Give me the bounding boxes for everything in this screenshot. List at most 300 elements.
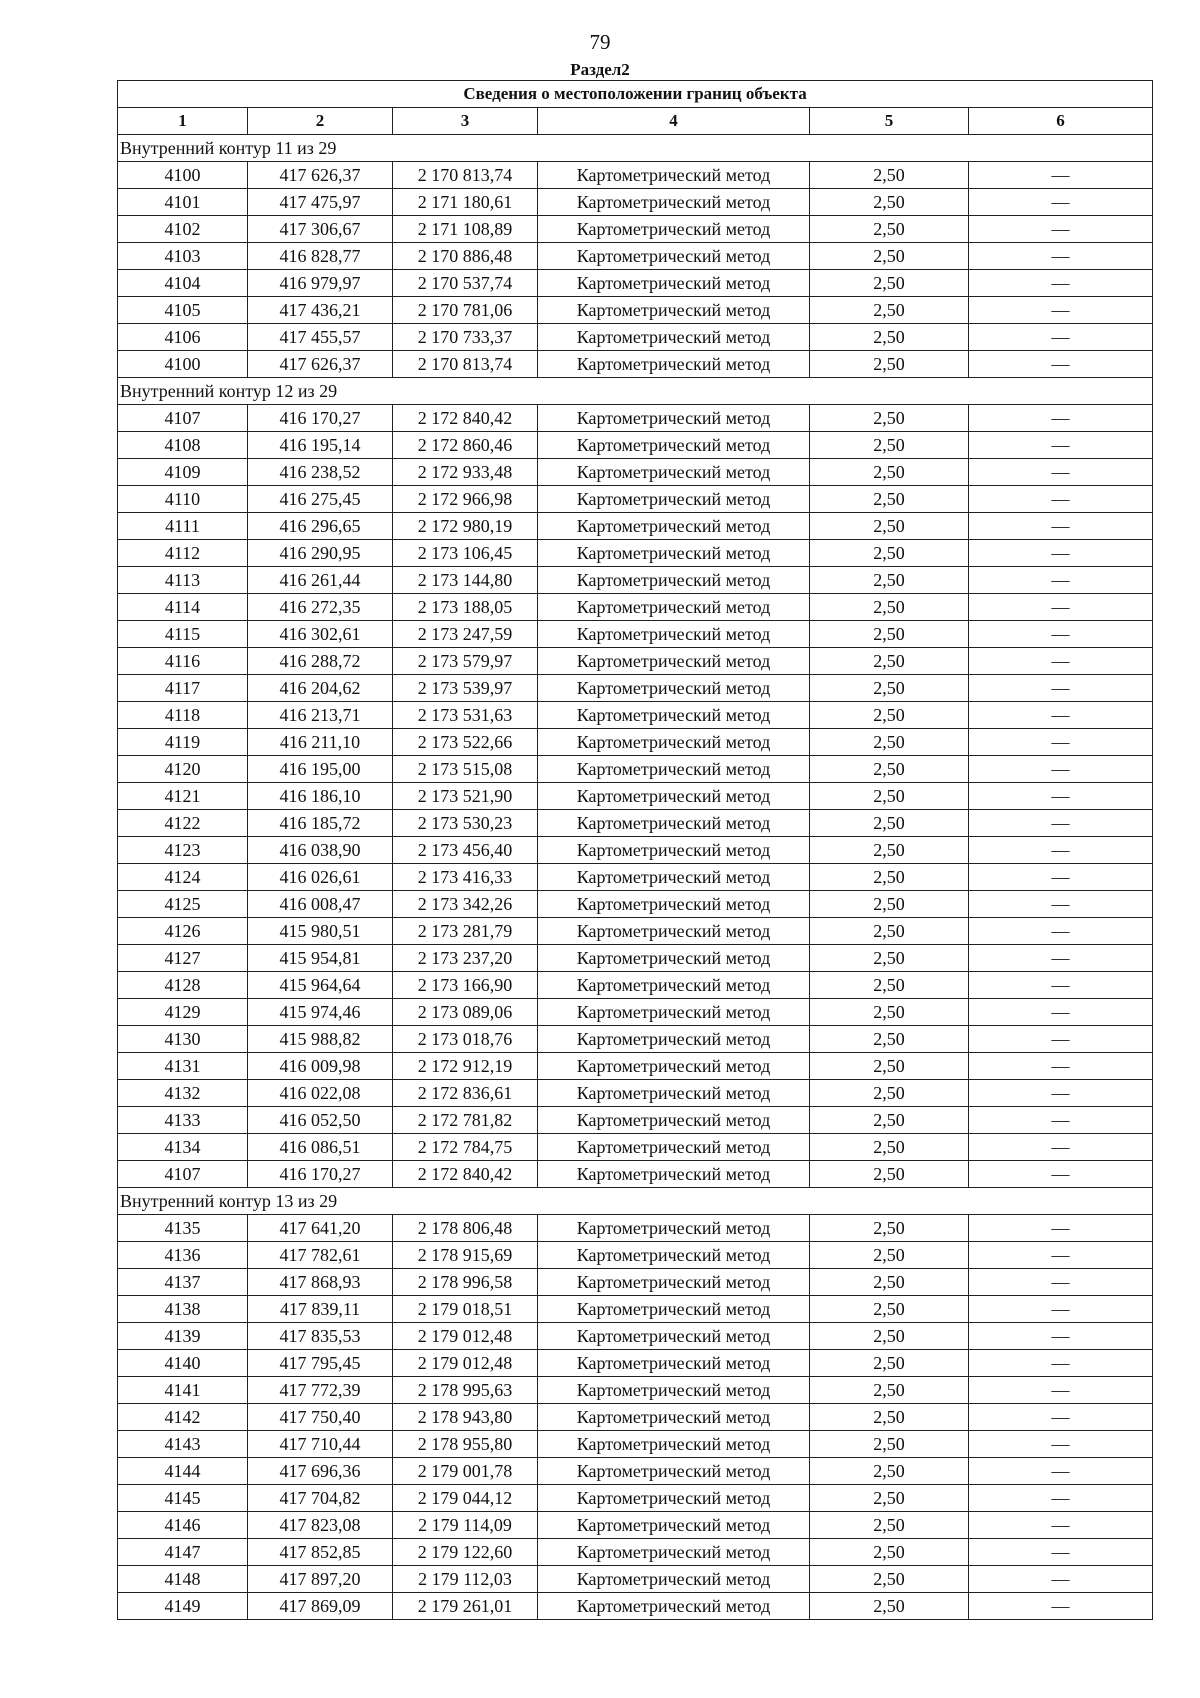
method-cell: Картометрический метод bbox=[538, 1296, 810, 1323]
x-coordinate-cell: 416 979,97 bbox=[248, 270, 393, 297]
table-row bbox=[118, 945, 1153, 972]
column-header: 4 bbox=[538, 108, 810, 135]
method-cell: Картометрический метод bbox=[538, 810, 810, 837]
point-number-cell: 4130 bbox=[118, 1026, 248, 1053]
x-coordinate-cell: 416 022,08 bbox=[248, 1080, 393, 1107]
point-number-cell: 4110 bbox=[118, 486, 248, 513]
point-number-cell: 4101 bbox=[118, 189, 248, 216]
accuracy-cell: 2,50 bbox=[810, 162, 969, 189]
accuracy-cell: 2,50 bbox=[810, 675, 969, 702]
point-number-cell: 4144 bbox=[118, 1458, 248, 1485]
x-coordinate-cell: 417 772,39 bbox=[248, 1377, 393, 1404]
point-number-cell: 4132 bbox=[118, 1080, 248, 1107]
description-cell: — bbox=[969, 1215, 1153, 1242]
accuracy-cell: 2,50 bbox=[810, 243, 969, 270]
contour-group-title: Внутренний контур 12 из 29 bbox=[118, 378, 1153, 405]
y-coordinate-cell: 2 172 784,75 bbox=[393, 1134, 538, 1161]
table-row bbox=[118, 1242, 1153, 1269]
y-coordinate-cell: 2 173 539,97 bbox=[393, 675, 538, 702]
table-row bbox=[118, 1323, 1153, 1350]
point-number-cell: 4102 bbox=[118, 216, 248, 243]
method-cell: Картометрический метод bbox=[538, 918, 810, 945]
y-coordinate-cell: 2 172 966,98 bbox=[393, 486, 538, 513]
method-cell: Картометрический метод bbox=[538, 1107, 810, 1134]
x-coordinate-cell: 416 211,10 bbox=[248, 729, 393, 756]
method-cell: Картометрический метод bbox=[538, 648, 810, 675]
description-cell: — bbox=[969, 594, 1153, 621]
accuracy-cell: 2,50 bbox=[810, 1593, 969, 1620]
table-row bbox=[118, 1026, 1153, 1053]
x-coordinate-cell: 415 980,51 bbox=[248, 918, 393, 945]
x-coordinate-cell: 416 828,77 bbox=[248, 243, 393, 270]
point-number-cell: 4100 bbox=[118, 351, 248, 378]
boundary-coordinates-table bbox=[117, 80, 1153, 1620]
accuracy-cell: 2,50 bbox=[810, 1161, 969, 1188]
table-row bbox=[118, 864, 1153, 891]
x-coordinate-cell: 416 170,27 bbox=[248, 1161, 393, 1188]
point-number-cell: 4139 bbox=[118, 1323, 248, 1350]
x-coordinate-cell: 415 964,64 bbox=[248, 972, 393, 999]
point-number-cell: 4127 bbox=[118, 945, 248, 972]
y-coordinate-cell: 2 173 416,33 bbox=[393, 864, 538, 891]
x-coordinate-cell: 416 008,47 bbox=[248, 891, 393, 918]
table-row bbox=[118, 594, 1153, 621]
point-number-cell: 4109 bbox=[118, 459, 248, 486]
table-row bbox=[118, 1512, 1153, 1539]
section-title: Раздел2 bbox=[570, 60, 630, 79]
accuracy-cell: 2,50 bbox=[810, 1215, 969, 1242]
method-cell: Картометрический метод bbox=[538, 432, 810, 459]
description-cell: — bbox=[969, 864, 1153, 891]
y-coordinate-cell: 2 179 261,01 bbox=[393, 1593, 538, 1620]
column-number-row bbox=[118, 108, 1153, 135]
table-body bbox=[118, 135, 1153, 1620]
y-coordinate-cell: 2 173 342,26 bbox=[393, 891, 538, 918]
description-cell: — bbox=[969, 999, 1153, 1026]
point-number-cell: 4116 bbox=[118, 648, 248, 675]
method-cell: Картометрический метод bbox=[538, 1593, 810, 1620]
x-coordinate-cell: 417 306,67 bbox=[248, 216, 393, 243]
accuracy-cell: 2,50 bbox=[810, 189, 969, 216]
method-cell: Картометрический метод bbox=[538, 945, 810, 972]
accuracy-cell: 2,50 bbox=[810, 405, 969, 432]
y-coordinate-cell: 2 173 456,40 bbox=[393, 837, 538, 864]
y-coordinate-cell: 2 172 980,19 bbox=[393, 513, 538, 540]
accuracy-cell: 2,50 bbox=[810, 1566, 969, 1593]
method-cell: Картометрический метод bbox=[538, 162, 810, 189]
description-cell: — bbox=[969, 513, 1153, 540]
table-row bbox=[118, 729, 1153, 756]
method-cell: Картометрический метод bbox=[538, 729, 810, 756]
accuracy-cell: 2,50 bbox=[810, 216, 969, 243]
table-row bbox=[118, 972, 1153, 999]
x-coordinate-cell: 416 195,14 bbox=[248, 432, 393, 459]
x-coordinate-cell: 416 038,90 bbox=[248, 837, 393, 864]
y-coordinate-cell: 2 172 781,82 bbox=[393, 1107, 538, 1134]
y-coordinate-cell: 2 173 515,08 bbox=[393, 756, 538, 783]
table-row bbox=[118, 837, 1153, 864]
method-cell: Картометрический метод bbox=[538, 1539, 810, 1566]
description-cell: — bbox=[969, 324, 1153, 351]
accuracy-cell: 2,50 bbox=[810, 1269, 969, 1296]
accuracy-cell: 2,50 bbox=[810, 729, 969, 756]
description-cell: — bbox=[969, 1080, 1153, 1107]
x-coordinate-cell: 417 897,20 bbox=[248, 1566, 393, 1593]
description-cell: — bbox=[969, 648, 1153, 675]
description-cell: — bbox=[969, 621, 1153, 648]
table-row bbox=[118, 1215, 1153, 1242]
point-number-cell: 4114 bbox=[118, 594, 248, 621]
point-number-cell: 4134 bbox=[118, 1134, 248, 1161]
column-header: 1 bbox=[118, 108, 248, 135]
point-number-cell: 4103 bbox=[118, 243, 248, 270]
method-cell: Картометрический метод bbox=[538, 189, 810, 216]
point-number-cell: 4108 bbox=[118, 432, 248, 459]
accuracy-cell: 2,50 bbox=[810, 972, 969, 999]
y-coordinate-cell: 2 178 943,80 bbox=[393, 1404, 538, 1431]
method-cell: Картометрический метод bbox=[538, 1431, 810, 1458]
description-cell: — bbox=[969, 1485, 1153, 1512]
table-row bbox=[118, 162, 1153, 189]
description-cell: — bbox=[969, 1107, 1153, 1134]
y-coordinate-cell: 2 179 012,48 bbox=[393, 1350, 538, 1377]
description-cell: — bbox=[969, 1377, 1153, 1404]
description-cell: — bbox=[969, 1296, 1153, 1323]
description-cell: — bbox=[969, 918, 1153, 945]
x-coordinate-cell: 416 009,98 bbox=[248, 1053, 393, 1080]
accuracy-cell: 2,50 bbox=[810, 1512, 969, 1539]
description-cell: — bbox=[969, 1134, 1153, 1161]
point-number-cell: 4143 bbox=[118, 1431, 248, 1458]
method-cell: Картометрический метод bbox=[538, 243, 810, 270]
description-cell: — bbox=[969, 270, 1153, 297]
contour-group-row bbox=[118, 1188, 1153, 1215]
method-cell: Картометрический метод bbox=[538, 1458, 810, 1485]
y-coordinate-cell: 2 179 044,12 bbox=[393, 1485, 538, 1512]
y-coordinate-cell: 2 170 886,48 bbox=[393, 243, 538, 270]
x-coordinate-cell: 417 795,45 bbox=[248, 1350, 393, 1377]
method-cell: Картометрический метод bbox=[538, 621, 810, 648]
description-cell: — bbox=[969, 351, 1153, 378]
y-coordinate-cell: 2 173 106,45 bbox=[393, 540, 538, 567]
column-header: 6 bbox=[969, 108, 1153, 135]
point-number-cell: 4141 bbox=[118, 1377, 248, 1404]
y-coordinate-cell: 2 171 108,89 bbox=[393, 216, 538, 243]
description-cell: — bbox=[969, 189, 1153, 216]
table-row bbox=[118, 1404, 1153, 1431]
description-cell: — bbox=[969, 1539, 1153, 1566]
description-cell: — bbox=[969, 1566, 1153, 1593]
description-cell: — bbox=[969, 1404, 1153, 1431]
x-coordinate-cell: 416 052,50 bbox=[248, 1107, 393, 1134]
accuracy-cell: 2,50 bbox=[810, 837, 969, 864]
y-coordinate-cell: 2 170 733,37 bbox=[393, 324, 538, 351]
y-coordinate-cell: 2 170 813,74 bbox=[393, 351, 538, 378]
x-coordinate-cell: 417 852,85 bbox=[248, 1539, 393, 1566]
point-number-cell: 4111 bbox=[118, 513, 248, 540]
description-cell: — bbox=[969, 432, 1153, 459]
accuracy-cell: 2,50 bbox=[810, 621, 969, 648]
table-row bbox=[118, 783, 1153, 810]
table-row bbox=[118, 270, 1153, 297]
table-row bbox=[118, 1107, 1153, 1134]
method-cell: Картометрический метод bbox=[538, 216, 810, 243]
accuracy-cell: 2,50 bbox=[810, 1242, 969, 1269]
x-coordinate-cell: 416 204,62 bbox=[248, 675, 393, 702]
table-row bbox=[118, 1269, 1153, 1296]
method-cell: Картометрический метод bbox=[538, 891, 810, 918]
point-number-cell: 4123 bbox=[118, 837, 248, 864]
table-row bbox=[118, 540, 1153, 567]
point-number-cell: 4124 bbox=[118, 864, 248, 891]
accuracy-cell: 2,50 bbox=[810, 1539, 969, 1566]
description-cell: — bbox=[969, 756, 1153, 783]
description-cell: — bbox=[969, 891, 1153, 918]
point-number-cell: 4112 bbox=[118, 540, 248, 567]
table-row bbox=[118, 918, 1153, 945]
description-cell: — bbox=[969, 405, 1153, 432]
y-coordinate-cell: 2 173 522,66 bbox=[393, 729, 538, 756]
description-cell: — bbox=[969, 1026, 1153, 1053]
y-coordinate-cell: 2 179 001,78 bbox=[393, 1458, 538, 1485]
table-row bbox=[118, 1053, 1153, 1080]
description-cell: — bbox=[969, 972, 1153, 999]
y-coordinate-cell: 2 172 933,48 bbox=[393, 459, 538, 486]
table-row bbox=[118, 324, 1153, 351]
point-number-cell: 4136 bbox=[118, 1242, 248, 1269]
description-cell: — bbox=[969, 1323, 1153, 1350]
y-coordinate-cell: 2 170 537,74 bbox=[393, 270, 538, 297]
table-row bbox=[118, 621, 1153, 648]
point-number-cell: 4137 bbox=[118, 1269, 248, 1296]
x-coordinate-cell: 416 170,27 bbox=[248, 405, 393, 432]
accuracy-cell: 2,50 bbox=[810, 270, 969, 297]
method-cell: Картометрический метод bbox=[538, 1512, 810, 1539]
method-cell: Картометрический метод bbox=[538, 756, 810, 783]
description-cell: — bbox=[969, 783, 1153, 810]
table-row bbox=[118, 189, 1153, 216]
x-coordinate-cell: 416 296,65 bbox=[248, 513, 393, 540]
x-coordinate-cell: 417 782,61 bbox=[248, 1242, 393, 1269]
table-row bbox=[118, 1377, 1153, 1404]
table-caption-row bbox=[118, 81, 1153, 108]
y-coordinate-cell: 2 173 521,90 bbox=[393, 783, 538, 810]
accuracy-cell: 2,50 bbox=[810, 540, 969, 567]
method-cell: Картометрический метод bbox=[538, 1350, 810, 1377]
accuracy-cell: 2,50 bbox=[810, 1377, 969, 1404]
table-row bbox=[118, 999, 1153, 1026]
description-cell: — bbox=[969, 837, 1153, 864]
table-row bbox=[118, 1539, 1153, 1566]
method-cell: Картометрический метод bbox=[538, 1134, 810, 1161]
point-number-cell: 4125 bbox=[118, 891, 248, 918]
x-coordinate-cell: 417 455,57 bbox=[248, 324, 393, 351]
accuracy-cell: 2,50 bbox=[810, 1458, 969, 1485]
x-coordinate-cell: 416 290,95 bbox=[248, 540, 393, 567]
point-number-cell: 4149 bbox=[118, 1593, 248, 1620]
description-cell: — bbox=[969, 810, 1153, 837]
table-row bbox=[118, 513, 1153, 540]
method-cell: Картометрический метод bbox=[538, 1404, 810, 1431]
table-row bbox=[118, 1161, 1153, 1188]
point-number-cell: 4147 bbox=[118, 1539, 248, 1566]
point-number-cell: 4142 bbox=[118, 1404, 248, 1431]
method-cell: Картометрический метод bbox=[538, 486, 810, 513]
method-cell: Картометрический метод bbox=[538, 1485, 810, 1512]
table-caption: Сведения о местоположении границ объекта bbox=[118, 81, 1153, 108]
method-cell: Картометрический метод bbox=[538, 999, 810, 1026]
y-coordinate-cell: 2 178 806,48 bbox=[393, 1215, 538, 1242]
y-coordinate-cell: 2 170 781,06 bbox=[393, 297, 538, 324]
description-cell: — bbox=[969, 1512, 1153, 1539]
accuracy-cell: 2,50 bbox=[810, 864, 969, 891]
description-cell: — bbox=[969, 540, 1153, 567]
table-row bbox=[118, 1080, 1153, 1107]
method-cell: Картометрический метод bbox=[538, 675, 810, 702]
method-cell: Картометрический метод bbox=[538, 594, 810, 621]
method-cell: Картометрический метод bbox=[538, 972, 810, 999]
x-coordinate-cell: 416 302,61 bbox=[248, 621, 393, 648]
table-row bbox=[118, 756, 1153, 783]
table-row bbox=[118, 648, 1153, 675]
point-number-cell: 4121 bbox=[118, 783, 248, 810]
accuracy-cell: 2,50 bbox=[810, 1053, 969, 1080]
description-cell: — bbox=[969, 216, 1153, 243]
x-coordinate-cell: 416 272,35 bbox=[248, 594, 393, 621]
x-coordinate-cell: 416 238,52 bbox=[248, 459, 393, 486]
x-coordinate-cell: 417 710,44 bbox=[248, 1431, 393, 1458]
column-header: 5 bbox=[810, 108, 969, 135]
accuracy-cell: 2,50 bbox=[810, 999, 969, 1026]
table-row bbox=[118, 675, 1153, 702]
point-number-cell: 4113 bbox=[118, 567, 248, 594]
y-coordinate-cell: 2 171 180,61 bbox=[393, 189, 538, 216]
contour-group-row bbox=[118, 135, 1153, 162]
method-cell: Картометрический метод bbox=[538, 837, 810, 864]
method-cell: Картометрический метод bbox=[538, 513, 810, 540]
y-coordinate-cell: 2 178 995,63 bbox=[393, 1377, 538, 1404]
description-cell: — bbox=[969, 1431, 1153, 1458]
x-coordinate-cell: 417 869,09 bbox=[248, 1593, 393, 1620]
method-cell: Картометрический метод bbox=[538, 540, 810, 567]
method-cell: Картометрический метод bbox=[538, 1242, 810, 1269]
method-cell: Картометрический метод bbox=[538, 783, 810, 810]
y-coordinate-cell: 2 173 531,63 bbox=[393, 702, 538, 729]
y-coordinate-cell: 2 173 281,79 bbox=[393, 918, 538, 945]
table-row bbox=[118, 1593, 1153, 1620]
point-number-cell: 4146 bbox=[118, 1512, 248, 1539]
description-cell: — bbox=[969, 675, 1153, 702]
point-number-cell: 4145 bbox=[118, 1485, 248, 1512]
table-row bbox=[118, 297, 1153, 324]
accuracy-cell: 2,50 bbox=[810, 513, 969, 540]
x-coordinate-cell: 415 954,81 bbox=[248, 945, 393, 972]
y-coordinate-cell: 2 179 114,09 bbox=[393, 1512, 538, 1539]
method-cell: Картометрический метод bbox=[538, 1026, 810, 1053]
x-coordinate-cell: 416 213,71 bbox=[248, 702, 393, 729]
point-number-cell: 4115 bbox=[118, 621, 248, 648]
y-coordinate-cell: 2 173 530,23 bbox=[393, 810, 538, 837]
point-number-cell: 4118 bbox=[118, 702, 248, 729]
column-header: 2 bbox=[248, 108, 393, 135]
accuracy-cell: 2,50 bbox=[810, 1026, 969, 1053]
y-coordinate-cell: 2 172 840,42 bbox=[393, 1161, 538, 1188]
accuracy-cell: 2,50 bbox=[810, 1134, 969, 1161]
table-row bbox=[118, 1350, 1153, 1377]
accuracy-cell: 2,50 bbox=[810, 1107, 969, 1134]
point-number-cell: 4126 bbox=[118, 918, 248, 945]
point-number-cell: 4129 bbox=[118, 999, 248, 1026]
accuracy-cell: 2,50 bbox=[810, 351, 969, 378]
x-coordinate-cell: 417 835,53 bbox=[248, 1323, 393, 1350]
table-row bbox=[118, 891, 1153, 918]
y-coordinate-cell: 2 179 012,48 bbox=[393, 1323, 538, 1350]
description-cell: — bbox=[969, 1593, 1153, 1620]
y-coordinate-cell: 2 173 166,90 bbox=[393, 972, 538, 999]
accuracy-cell: 2,50 bbox=[810, 702, 969, 729]
method-cell: Картометрический метод bbox=[538, 459, 810, 486]
y-coordinate-cell: 2 170 813,74 bbox=[393, 162, 538, 189]
accuracy-cell: 2,50 bbox=[810, 297, 969, 324]
description-cell: — bbox=[969, 567, 1153, 594]
x-coordinate-cell: 417 626,37 bbox=[248, 351, 393, 378]
point-number-cell: 4128 bbox=[118, 972, 248, 999]
method-cell: Картометрический метод bbox=[538, 324, 810, 351]
method-cell: Картометрический метод bbox=[538, 1269, 810, 1296]
table-row bbox=[118, 216, 1153, 243]
method-cell: Картометрический метод bbox=[538, 702, 810, 729]
method-cell: Картометрический метод bbox=[538, 297, 810, 324]
accuracy-cell: 2,50 bbox=[810, 1485, 969, 1512]
accuracy-cell: 2,50 bbox=[810, 918, 969, 945]
point-number-cell: 4105 bbox=[118, 297, 248, 324]
description-cell: — bbox=[969, 243, 1153, 270]
point-number-cell: 4119 bbox=[118, 729, 248, 756]
x-coordinate-cell: 416 195,00 bbox=[248, 756, 393, 783]
accuracy-cell: 2,50 bbox=[810, 1350, 969, 1377]
description-cell: — bbox=[969, 1350, 1153, 1377]
table-row bbox=[118, 486, 1153, 513]
column-header: 3 bbox=[393, 108, 538, 135]
y-coordinate-cell: 2 178 996,58 bbox=[393, 1269, 538, 1296]
x-coordinate-cell: 417 626,37 bbox=[248, 162, 393, 189]
description-cell: — bbox=[969, 297, 1153, 324]
method-cell: Картометрический метод bbox=[538, 1377, 810, 1404]
table-row bbox=[118, 1431, 1153, 1458]
table-row bbox=[118, 459, 1153, 486]
description-cell: — bbox=[969, 459, 1153, 486]
x-coordinate-cell: 416 186,10 bbox=[248, 783, 393, 810]
table-row bbox=[118, 1566, 1153, 1593]
accuracy-cell: 2,50 bbox=[810, 891, 969, 918]
table-row bbox=[118, 351, 1153, 378]
x-coordinate-cell: 417 436,21 bbox=[248, 297, 393, 324]
method-cell: Картометрический метод bbox=[538, 1323, 810, 1350]
point-number-cell: 4131 bbox=[118, 1053, 248, 1080]
accuracy-cell: 2,50 bbox=[810, 1404, 969, 1431]
table-row bbox=[118, 1485, 1153, 1512]
description-cell: — bbox=[969, 1161, 1153, 1188]
point-number-cell: 4100 bbox=[118, 162, 248, 189]
x-coordinate-cell: 417 839,11 bbox=[248, 1296, 393, 1323]
table-row bbox=[118, 1134, 1153, 1161]
y-coordinate-cell: 2 173 188,05 bbox=[393, 594, 538, 621]
point-number-cell: 4107 bbox=[118, 1161, 248, 1188]
x-coordinate-cell: 415 988,82 bbox=[248, 1026, 393, 1053]
y-coordinate-cell: 2 172 840,42 bbox=[393, 405, 538, 432]
table-row bbox=[118, 1296, 1153, 1323]
table-row bbox=[118, 702, 1153, 729]
